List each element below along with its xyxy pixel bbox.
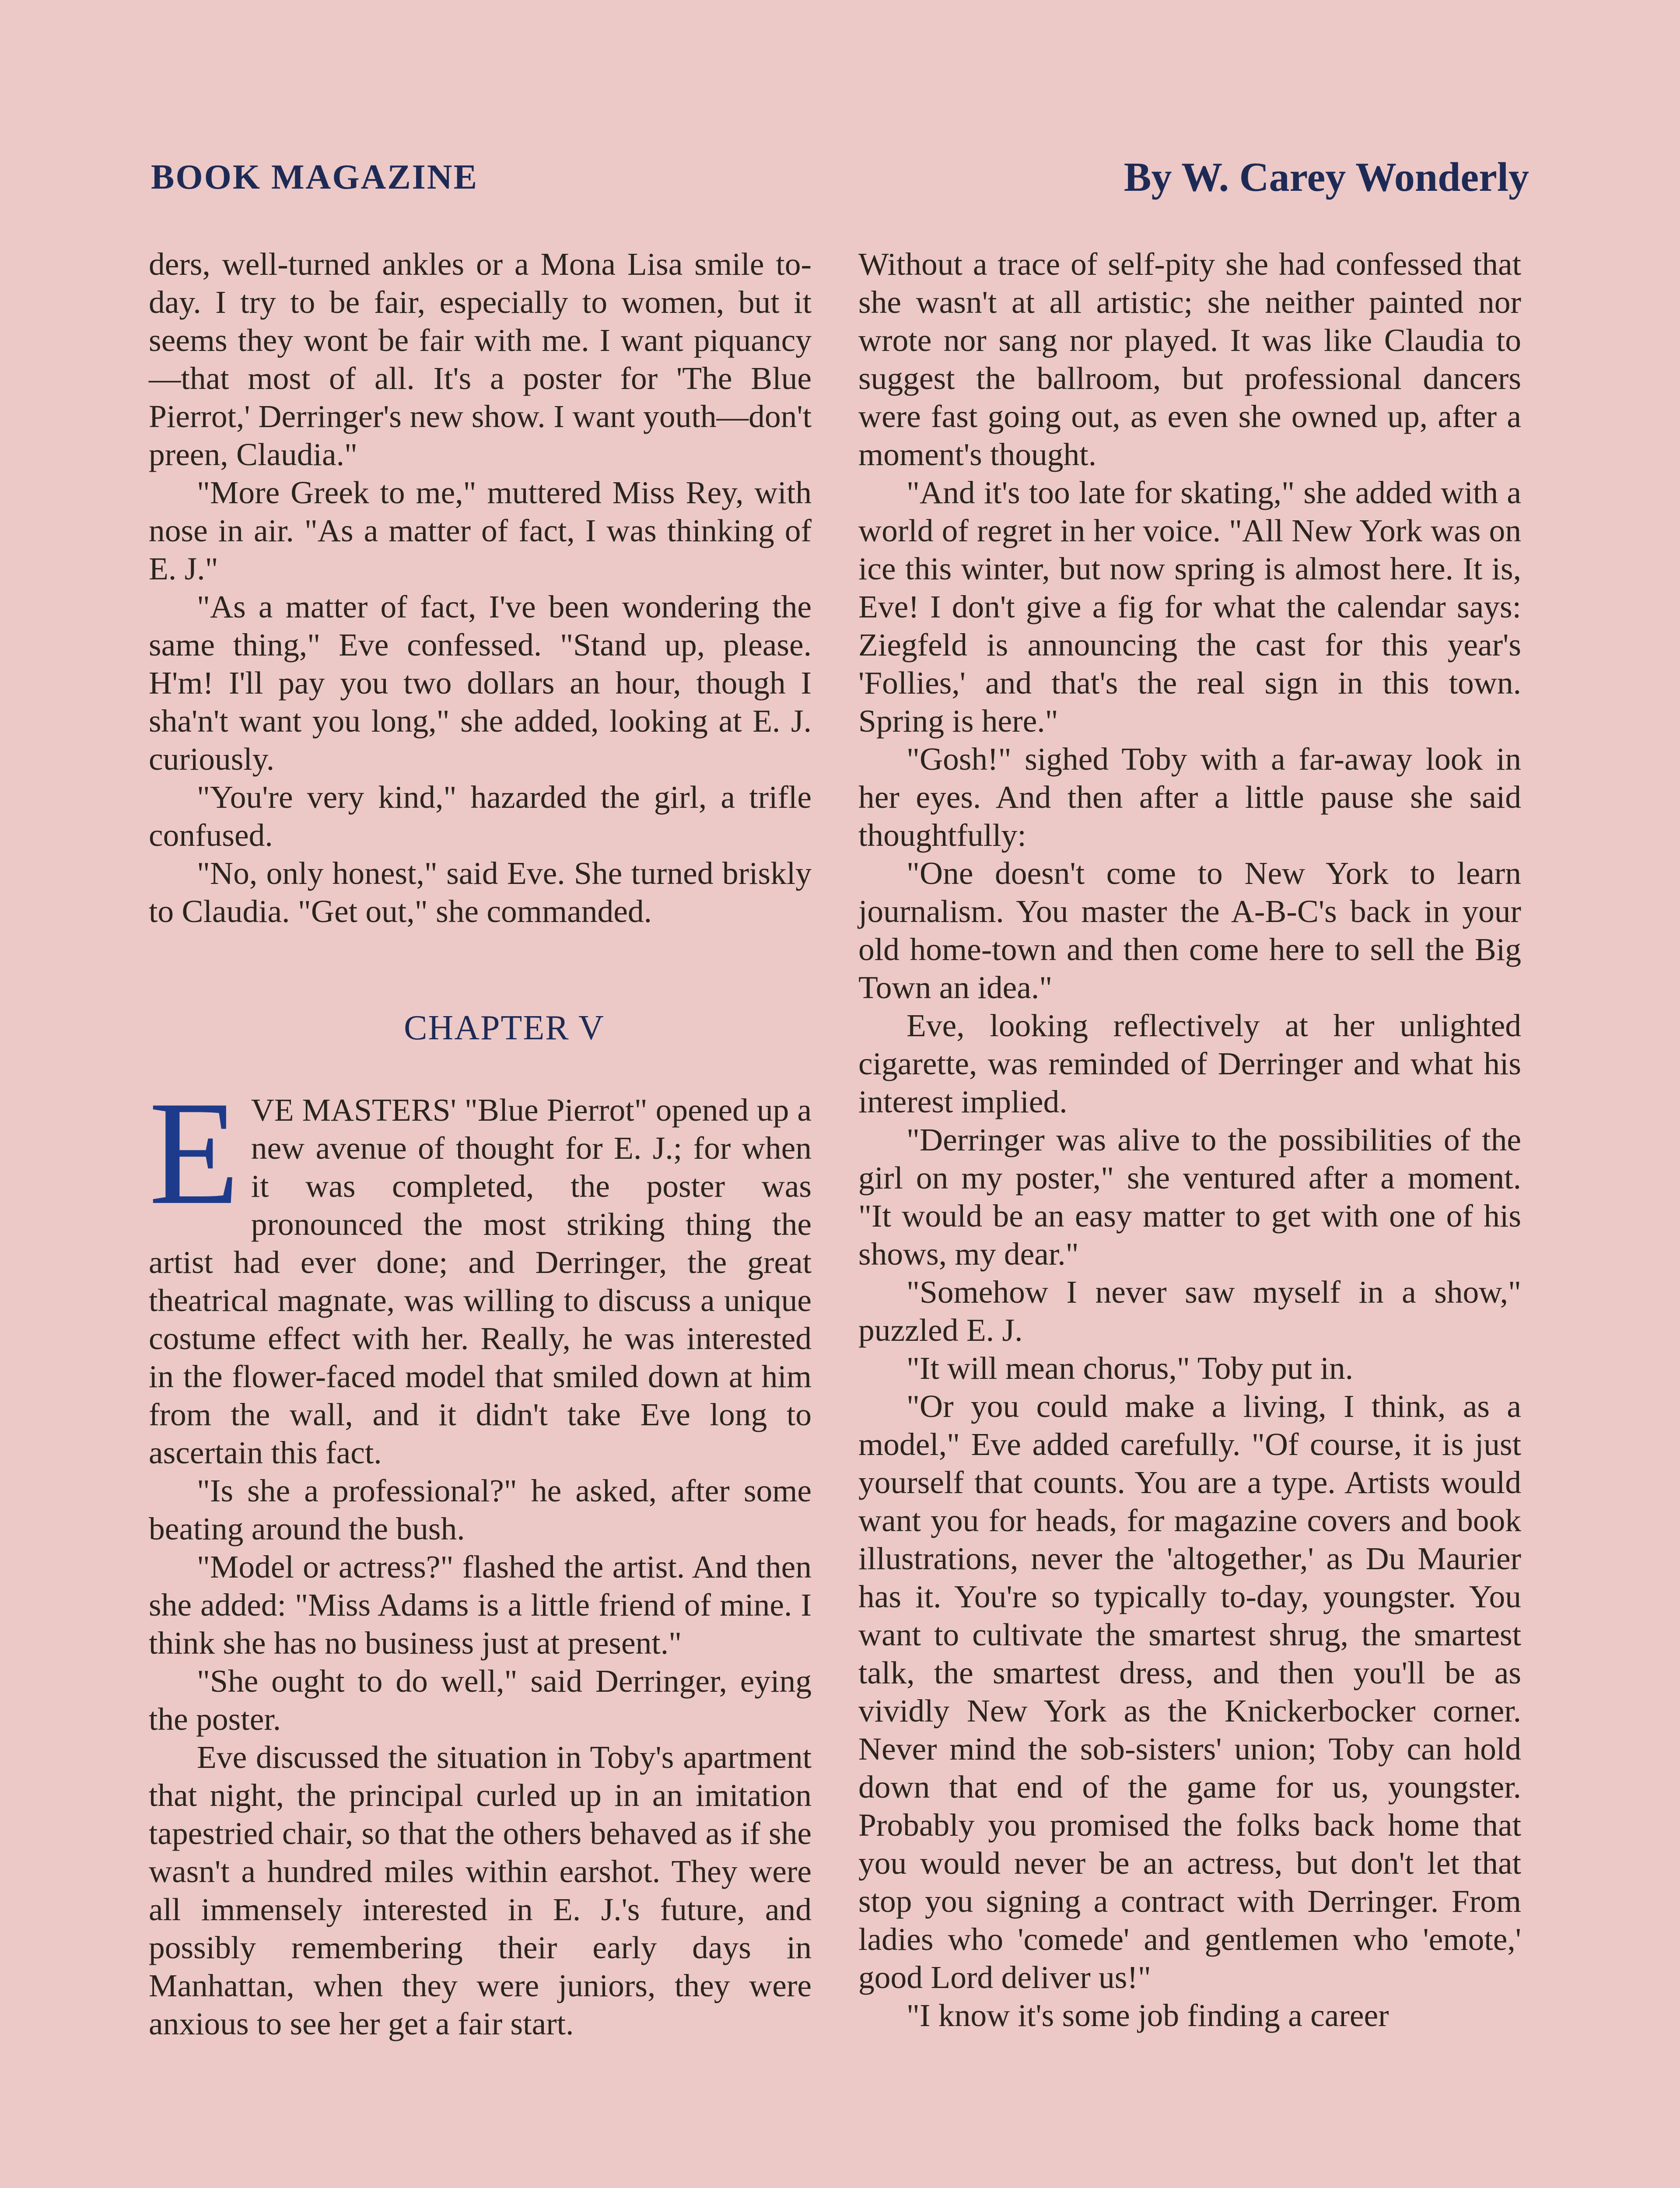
paragraph: Eve discussed the situation in Toby's apartment that night, the principal curled up in an imitation tapestried chair, so that the others behaved as if she wasn't a hundred miles within earshot. They were all immensely interested in E. J.'s future, and possibly remembering their early days in Manhattan, when they were juniors, they were anxious to see her get a fair start. xyxy=(149,1739,812,2041)
drop-cap: E xyxy=(149,1070,240,1235)
paragraph: "Gosh!" sighed Toby with a far-away look in her eyes. And then after a little pause she said thoughtfully: xyxy=(858,741,1521,853)
chapter-opening-text: VE MASTERS' "Blue Pierrot" opened up a new avenue of thought for E. J.; for when it was completed, the poster was pronounced the most striking thing the artist had ever done; and Derringer, the great theatrical magnate, was willing to discuss a unique costume effect with her. Really, he was interested in the flower-faced model that smiled down at him from the wall, and it didn't take Eve long to ascertain this fact. xyxy=(149,1092,812,1470)
paragraph: "It will mean chorus," Toby put in. xyxy=(906,1350,1354,1386)
right-column xyxy=(858,245,1521,2034)
paragraph: "Or you could make a living, I think, as a model," Eve added carefully. "Of course, it is just yourself that counts. You are a type. Artists would want you for heads, for magazine covers and book illustrations, never the 'altogether,' as Du Maurier has it. You're so typically to-day, youngster. You want to cultivate the smartest shrug, the smartest talk, the smartest dress, and then you'll be as vividly New York as the Knickerbocker corner. Never mind the sob-sisters' union; Toby can hold down that end of the game for us, youngster. Probably you promised the folks back home that you would never be an actress, but don't let that stop you signing a contract with Derringer. From ladies who 'comede' and gentlemen who 'emote,' good Lord deliver us!" xyxy=(858,1389,1521,1995)
paragraph: Eve, looking reflectively at her unlighted cigarette, was reminded of Derringer and what his interest implied. xyxy=(858,1008,1521,1119)
paragraph: "More Greek to me," muttered Miss Rey, with nose in air. "As a matter of fact, I was thinking of E. J." xyxy=(149,475,812,586)
paragraph: "Derringer was alive to the possibilities of the girl on my poster," she ventured after a moment. "It would be an easy matter to get with one of his shows, my dear." xyxy=(858,1122,1521,1272)
paragraph: "Is she a professional?" he asked, after some beating around the bush. xyxy=(149,1473,812,1546)
author-byline: By W. Carey Wonderly xyxy=(1124,154,1529,200)
paragraph: "And it's too late for skating," she added with a world of regret in her voice. "All New York was on ice this winter, but now spring is almost here. It is, Eve! I don't give a fig for what the calendar says: Ziegfeld is announcing the cast for this year's 'Follies,' and that's the real sign in this town. Spring is here." xyxy=(858,475,1521,739)
paragraph: "She ought to do well," said Derringer, eying the poster. xyxy=(149,1663,812,1737)
paragraph: "No, only honest," said Eve. She turned briskly to Claudia. "Get out," she commanded. xyxy=(149,856,812,929)
paragraph: "One doesn't come to New York to learn journalism. You master the A-B-C's back in your old home-town and then come here to sell the Big Town an idea." xyxy=(858,856,1521,1005)
paragraph: "Somehow I never saw myself in a show," puzzled E. J. xyxy=(858,1274,1521,1348)
paragraph: "You're very kind," hazarded the girl, a trifle confused. xyxy=(149,779,812,853)
paragraph: "I know it's some job finding a career xyxy=(906,1998,1389,2033)
left-column xyxy=(149,245,812,2043)
paragraph: "As a matter of fact, I've been wondering the same thing," Eve confessed. "Stand up, please. H'm! I'll pay you two dollars an hour, though I sha'n't want you long," she added, looking at E. J. curiously. xyxy=(149,589,812,777)
running-header xyxy=(151,149,1529,206)
magazine-title: BOOK MAGAZINE xyxy=(151,158,478,196)
chapter-title: CHAPTER V xyxy=(404,1009,605,1047)
paragraph: Without a trace of self-pity she had confessed that she wasn't at all artistic; she neither painted nor wrote nor sang nor played. It was like Claudia to suggest the ballroom, but professional dancers were fast going out, as even she owned up, after a moment's thought. xyxy=(858,246,1521,472)
paragraph: "Model or actress?" flashed the artist. And then she added: "Miss Adams is a little friend of mine. I think she has no business just at present." xyxy=(149,1549,812,1661)
paragraph: ders, well-turned ankles or a Mona Lisa smile to-day. I try to be fair, especially to women, but it seems they wont be fair with me. I want piquancy—that most of all. It's a poster for 'The Blue Pierrot,' Derringer's new show. I want youth—don't preen, Claudia." xyxy=(149,246,812,472)
chapter-opening-paragraph xyxy=(149,1070,812,1472)
